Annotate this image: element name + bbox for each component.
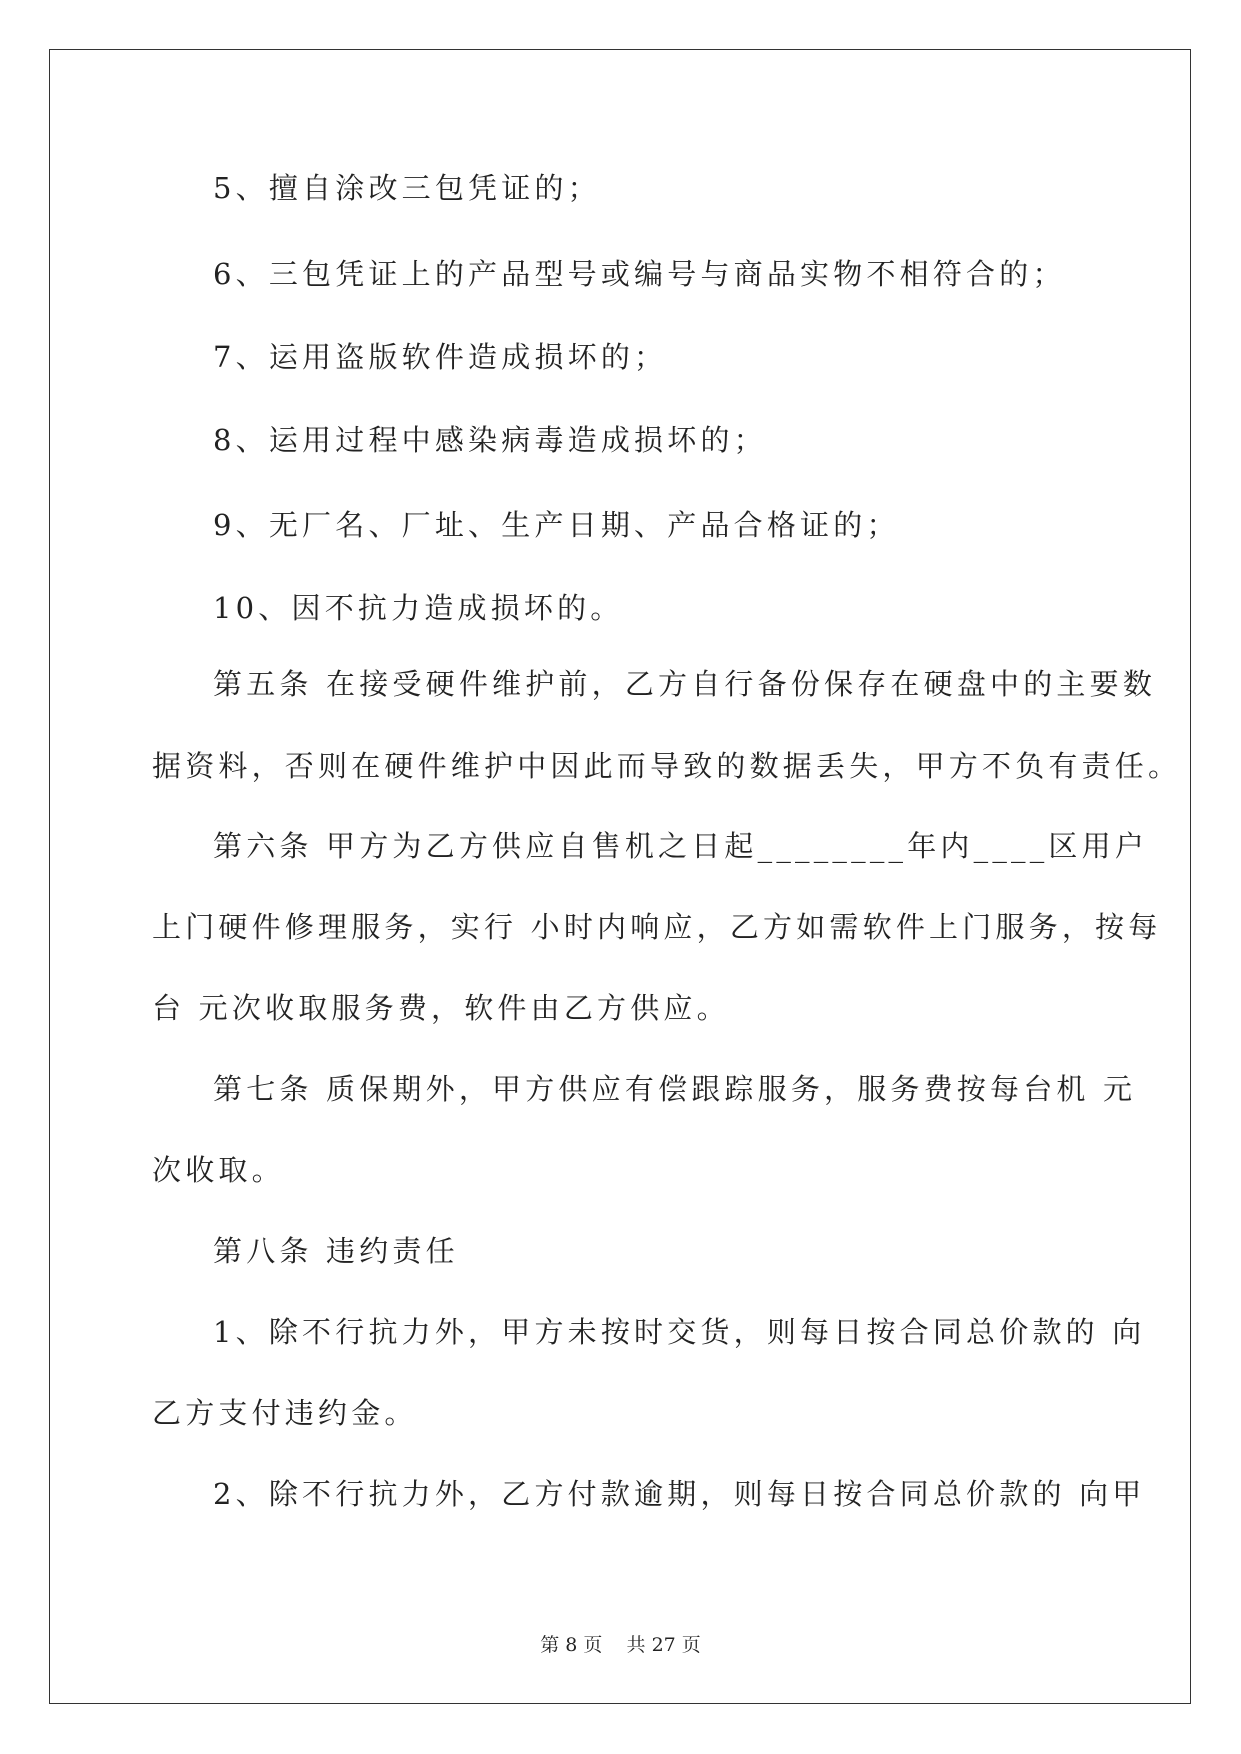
page-frame — [49, 49, 1191, 1704]
text-line: 8、运用过程中感染病毒造成损坏的； — [213, 423, 767, 457]
text-line: 1、除不行抗力外，甲方未按时交货，则每日按合同总价款的 向 — [213, 1315, 1146, 1349]
text-line: 台 元次收取服务费，软件由乙方供应。 — [152, 991, 730, 1025]
page-number: 第 8 页 共 27 页 — [540, 1634, 701, 1656]
text-line: 2、除不行抗力外，乙方付款逾期，则每日按合同总价款的 向甲 — [213, 1477, 1146, 1511]
text-line: 上门硬件修理服务，实行 小时内响应，乙方如需软件上门服务，按每 — [152, 910, 1162, 944]
text-line: 据资料，否则在硬件维护中因此而导致的数据丢失，甲方不负有责任。 — [152, 749, 1182, 783]
text-line: 第八条 违约责任 — [213, 1234, 459, 1268]
text-line: 10、因不抗力造成损坏的。 — [213, 591, 624, 625]
text-line: 7、运用盗版软件造成损坏的； — [213, 340, 668, 374]
text-line: 第六条 甲方为乙方供应自售机之日起________年内____区用户 — [213, 829, 1149, 863]
text-line: 第五条 在接受硬件维护前，乙方自行备份保存在硬盘中的主要数 — [213, 667, 1157, 701]
text-line: 第七条 质保期外，甲方供应有偿跟踪服务，服务费按每台机 元 — [213, 1072, 1137, 1106]
text-line: 5、擅自涂改三包凭证的； — [213, 171, 601, 205]
text-line: 乙方支付违约金。 — [152, 1396, 418, 1430]
text-line: 6、三包凭证上的产品型号或编号与商品实物不相符合的； — [213, 257, 1066, 291]
text-line: 9、无厂名、厂址、生产日期、产品合格证的； — [213, 508, 900, 542]
text-line: 次收取。 — [152, 1153, 285, 1187]
